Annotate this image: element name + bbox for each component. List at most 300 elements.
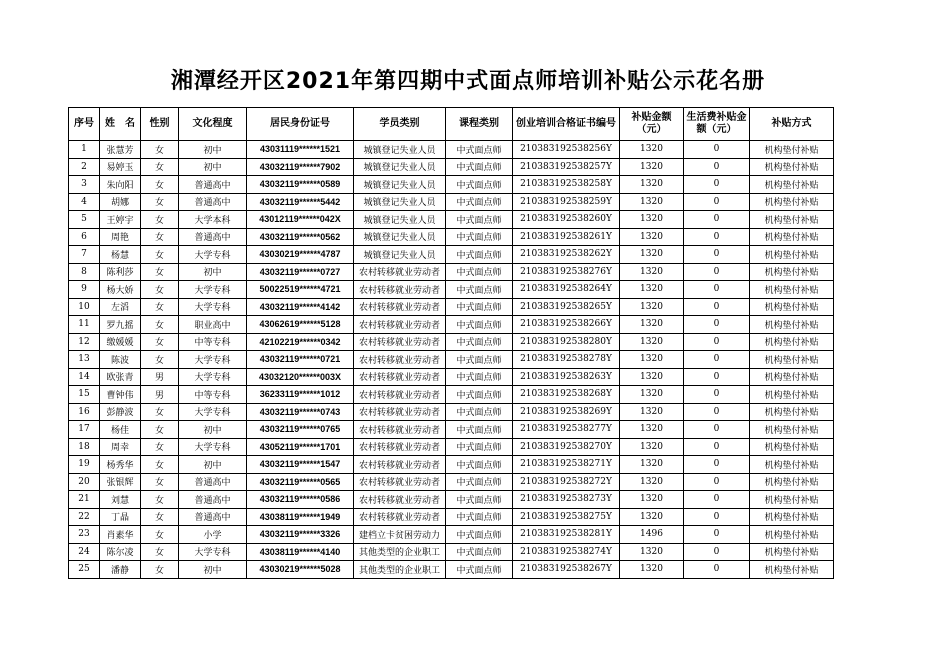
cell-trainee-category: 其他类型的企业职工	[354, 543, 446, 561]
cell-certificate-number: 210383192538269Y	[513, 403, 620, 421]
cell-education: 普通高中	[179, 491, 247, 509]
cell-id-number: 50022519******4721	[247, 281, 354, 299]
cell-id-number: 43032119******0727	[247, 263, 354, 281]
cell-education: 初中	[179, 141, 247, 159]
cell-id-number: 43032119******7902	[247, 158, 354, 176]
cell-living-subsidy: 0	[684, 386, 750, 404]
cell-subsidy-method: 机构垫付补贴	[750, 421, 834, 439]
table-row	[69, 333, 834, 351]
cell-name: 杨慧	[100, 246, 141, 264]
cell-id-number: 43030219******5028	[247, 561, 354, 579]
cell-subsidy-amount: 1320	[620, 298, 684, 316]
cell-gender: 女	[141, 158, 179, 176]
cell-subsidy-method: 机构垫付补贴	[750, 438, 834, 456]
cell-subsidy-amount: 1320	[620, 351, 684, 369]
cell-id-number: 43052119******1701	[247, 438, 354, 456]
cell-subsidy-amount: 1320	[620, 421, 684, 439]
cell-id-number: 43038119******1949	[247, 508, 354, 526]
cell-subsidy-method: 机构垫付补贴	[750, 246, 834, 264]
header-name: 姓 名	[100, 108, 141, 141]
cell-id-number: 43032119******1547	[247, 456, 354, 474]
cell-index: 7	[69, 246, 100, 264]
cell-subsidy-amount: 1320	[620, 491, 684, 509]
cell-gender: 男	[141, 386, 179, 404]
cell-name: 周幸	[100, 438, 141, 456]
cell-subsidy-method: 机构垫付补贴	[750, 403, 834, 421]
cell-subsidy-amount: 1320	[620, 508, 684, 526]
cell-subsidy-method: 机构垫付补贴	[750, 386, 834, 404]
cell-id-number: 43032119******0765	[247, 421, 354, 439]
cell-index: 13	[69, 351, 100, 369]
cell-education: 初中	[179, 263, 247, 281]
cell-living-subsidy: 0	[684, 141, 750, 159]
cell-name: 曹钟伟	[100, 386, 141, 404]
cell-gender: 女	[141, 228, 179, 246]
cell-subsidy-amount: 1320	[620, 473, 684, 491]
cell-subsidy-method: 机构垫付补贴	[750, 193, 834, 211]
cell-trainee-category: 农村转移就业劳动者	[354, 263, 446, 281]
cell-name: 周艳	[100, 228, 141, 246]
cell-course: 中式面点师	[446, 508, 513, 526]
cell-name: 罗九摇	[100, 316, 141, 334]
cell-trainee-category: 农村转移就业劳动者	[354, 508, 446, 526]
cell-subsidy-method: 机构垫付补贴	[750, 508, 834, 526]
cell-certificate-number: 210383192538274Y	[513, 543, 620, 561]
page-title: 湘潭经开区2021年第四期中式面点师培训补贴公示花名册	[170, 69, 766, 94]
cell-index: 8	[69, 263, 100, 281]
cell-id-number: 43062619******5128	[247, 316, 354, 334]
cell-id-number: 43012119******042X	[247, 211, 354, 229]
cell-course: 中式面点师	[446, 526, 513, 544]
cell-subsidy-method: 机构垫付补贴	[750, 491, 834, 509]
cell-gender: 女	[141, 456, 179, 474]
cell-trainee-category: 农村转移就业劳动者	[354, 403, 446, 421]
cell-subsidy-method: 机构垫付补贴	[750, 543, 834, 561]
cell-index: 3	[69, 176, 100, 194]
table-row	[69, 176, 834, 194]
cell-education: 小学	[179, 526, 247, 544]
table-row	[69, 351, 834, 369]
cell-gender: 女	[141, 543, 179, 561]
cell-id-number: 43032119******0743	[247, 403, 354, 421]
cell-name: 杨佳	[100, 421, 141, 439]
cell-education: 大学本科	[179, 211, 247, 229]
table-row	[69, 438, 834, 456]
cell-subsidy-method: 机构垫付补贴	[750, 158, 834, 176]
cell-subsidy-amount: 1320	[620, 246, 684, 264]
cell-course: 中式面点师	[446, 298, 513, 316]
cell-gender: 女	[141, 281, 179, 299]
cell-certificate-number: 210383192538273Y	[513, 491, 620, 509]
cell-id-number: 43032119******4142	[247, 298, 354, 316]
cell-subsidy-method: 机构垫付补贴	[750, 456, 834, 474]
cell-living-subsidy: 0	[684, 333, 750, 351]
cell-name: 欧张青	[100, 368, 141, 386]
cell-index: 5	[69, 211, 100, 229]
cell-gender: 女	[141, 193, 179, 211]
cell-id-number: 43031119******1521	[247, 141, 354, 159]
table-row	[69, 491, 834, 509]
cell-trainee-category: 农村转移就业劳动者	[354, 386, 446, 404]
cell-index: 20	[69, 473, 100, 491]
cell-gender: 女	[141, 526, 179, 544]
cell-subsidy-method: 机构垫付补贴	[750, 368, 834, 386]
cell-course: 中式面点师	[446, 228, 513, 246]
table-row	[69, 316, 834, 334]
cell-subsidy-method: 机构垫付补贴	[750, 333, 834, 351]
cell-subsidy-amount: 1320	[620, 368, 684, 386]
cell-living-subsidy: 0	[684, 211, 750, 229]
cell-trainee-category: 城镇登记失业人员	[354, 176, 446, 194]
cell-education: 大学专科	[179, 403, 247, 421]
cell-subsidy-method: 机构垫付补贴	[750, 316, 834, 334]
cell-subsidy-method: 机构垫付补贴	[750, 351, 834, 369]
cell-name: 丁晶	[100, 508, 141, 526]
cell-subsidy-amount: 1320	[620, 561, 684, 579]
table-row	[69, 298, 834, 316]
cell-course: 中式面点师	[446, 403, 513, 421]
cell-id-number: 43032119******5442	[247, 193, 354, 211]
table-row	[69, 473, 834, 491]
cell-course: 中式面点师	[446, 193, 513, 211]
cell-subsidy-method: 机构垫付补贴	[750, 281, 834, 299]
cell-index: 4	[69, 193, 100, 211]
cell-certificate-number: 210383192538277Y	[513, 421, 620, 439]
cell-id-number: 43038119******4140	[247, 543, 354, 561]
cell-living-subsidy: 0	[684, 316, 750, 334]
header-certificate-number: 创业培训合格证书编号	[513, 108, 620, 141]
cell-subsidy-method: 机构垫付补贴	[750, 526, 834, 544]
cell-id-number: 43032119******0562	[247, 228, 354, 246]
cell-name: 杨大娇	[100, 281, 141, 299]
cell-trainee-category: 城镇登记失业人员	[354, 141, 446, 159]
cell-certificate-number: 210383192538264Y	[513, 281, 620, 299]
cell-education: 大学专科	[179, 246, 247, 264]
cell-living-subsidy: 0	[684, 176, 750, 194]
cell-gender: 女	[141, 246, 179, 264]
cell-subsidy-method: 机构垫付补贴	[750, 473, 834, 491]
cell-certificate-number: 210383192538259Y	[513, 193, 620, 211]
roster-table	[68, 107, 834, 579]
cell-course: 中式面点师	[446, 158, 513, 176]
cell-certificate-number: 210383192538260Y	[513, 211, 620, 229]
cell-education: 普通高中	[179, 193, 247, 211]
cell-gender: 女	[141, 491, 179, 509]
cell-name: 刘慧	[100, 491, 141, 509]
cell-gender: 女	[141, 263, 179, 281]
cell-living-subsidy: 0	[684, 263, 750, 281]
cell-course: 中式面点师	[446, 456, 513, 474]
cell-course: 中式面点师	[446, 421, 513, 439]
cell-gender: 女	[141, 561, 179, 579]
cell-index: 1	[69, 141, 100, 159]
header-subsidy-amount: 补贴金额（元）	[620, 108, 684, 141]
cell-name: 杨秀华	[100, 456, 141, 474]
cell-trainee-category: 农村转移就业劳动者	[354, 368, 446, 386]
cell-course: 中式面点师	[446, 473, 513, 491]
table-row	[69, 508, 834, 526]
cell-subsidy-amount: 1320	[620, 176, 684, 194]
cell-subsidy-method: 机构垫付补贴	[750, 176, 834, 194]
cell-living-subsidy: 0	[684, 543, 750, 561]
cell-subsidy-method: 机构垫付补贴	[750, 141, 834, 159]
cell-gender: 女	[141, 176, 179, 194]
cell-education: 初中	[179, 158, 247, 176]
cell-index: 25	[69, 561, 100, 579]
cell-id-number: 43032119******0565	[247, 473, 354, 491]
cell-gender: 女	[141, 403, 179, 421]
cell-id-number: 42102219******0342	[247, 333, 354, 351]
cell-certificate-number: 210383192538278Y	[513, 351, 620, 369]
cell-education: 大学专科	[179, 351, 247, 369]
cell-course: 中式面点师	[446, 561, 513, 579]
cell-index: 24	[69, 543, 100, 561]
table-row	[69, 421, 834, 439]
cell-certificate-number: 210383192538276Y	[513, 263, 620, 281]
cell-living-subsidy: 0	[684, 561, 750, 579]
cell-gender: 女	[141, 316, 179, 334]
cell-living-subsidy: 0	[684, 473, 750, 491]
cell-id-number: 43032119******0721	[247, 351, 354, 369]
cell-certificate-number: 210383192538256Y	[513, 141, 620, 159]
cell-id-number: 36233119******1012	[247, 386, 354, 404]
cell-id-number: 43032120******003X	[247, 368, 354, 386]
cell-subsidy-amount: 1320	[620, 158, 684, 176]
cell-subsidy-amount: 1320	[620, 543, 684, 561]
cell-living-subsidy: 0	[684, 456, 750, 474]
cell-certificate-number: 210383192538258Y	[513, 176, 620, 194]
cell-education: 中等专科	[179, 333, 247, 351]
cell-course: 中式面点师	[446, 351, 513, 369]
cell-trainee-category: 农村转移就业劳动者	[354, 281, 446, 299]
cell-index: 12	[69, 333, 100, 351]
cell-course: 中式面点师	[446, 491, 513, 509]
cell-index: 19	[69, 456, 100, 474]
cell-trainee-category: 城镇登记失业人员	[354, 211, 446, 229]
cell-gender: 女	[141, 211, 179, 229]
cell-living-subsidy: 0	[684, 526, 750, 544]
header-id-number: 居民身份证号	[247, 108, 354, 141]
table-row	[69, 193, 834, 211]
cell-course: 中式面点师	[446, 316, 513, 334]
cell-gender: 女	[141, 351, 179, 369]
cell-certificate-number: 210383192538271Y	[513, 456, 620, 474]
header-living-subsidy: 生活费补贴金额（元）	[684, 108, 750, 141]
table-row	[69, 403, 834, 421]
cell-subsidy-method: 机构垫付补贴	[750, 561, 834, 579]
cell-living-subsidy: 0	[684, 158, 750, 176]
cell-index: 15	[69, 386, 100, 404]
cell-gender: 女	[141, 298, 179, 316]
cell-course: 中式面点师	[446, 543, 513, 561]
cell-gender: 女	[141, 508, 179, 526]
cell-subsidy-amount: 1320	[620, 333, 684, 351]
cell-certificate-number: 210383192538268Y	[513, 386, 620, 404]
cell-education: 初中	[179, 561, 247, 579]
cell-subsidy-amount: 1320	[620, 386, 684, 404]
cell-gender: 女	[141, 438, 179, 456]
cell-subsidy-amount: 1320	[620, 228, 684, 246]
cell-subsidy-amount: 1320	[620, 438, 684, 456]
cell-id-number: 43032119******3326	[247, 526, 354, 544]
cell-education: 普通高中	[179, 176, 247, 194]
cell-index: 2	[69, 158, 100, 176]
cell-course: 中式面点师	[446, 141, 513, 159]
cell-education: 大学专科	[179, 298, 247, 316]
cell-course: 中式面点师	[446, 368, 513, 386]
cell-course: 中式面点师	[446, 386, 513, 404]
cell-living-subsidy: 0	[684, 281, 750, 299]
cell-subsidy-amount: 1320	[620, 316, 684, 334]
cell-id-number: 43032119******0589	[247, 176, 354, 194]
cell-certificate-number: 210383192538280Y	[513, 333, 620, 351]
table-row	[69, 141, 834, 159]
cell-name: 陈利莎	[100, 263, 141, 281]
cell-trainee-category: 农村转移就业劳动者	[354, 351, 446, 369]
cell-course: 中式面点师	[446, 211, 513, 229]
cell-gender: 女	[141, 421, 179, 439]
header-subsidy-method: 补贴方式	[750, 108, 834, 141]
cell-index: 21	[69, 491, 100, 509]
cell-living-subsidy: 0	[684, 193, 750, 211]
cell-subsidy-method: 机构垫付补贴	[750, 263, 834, 281]
cell-name: 潘静	[100, 561, 141, 579]
cell-index: 22	[69, 508, 100, 526]
cell-living-subsidy: 0	[684, 351, 750, 369]
cell-living-subsidy: 0	[684, 508, 750, 526]
cell-course: 中式面点师	[446, 263, 513, 281]
cell-name: 陈波	[100, 351, 141, 369]
header-course: 课程类别	[446, 108, 513, 141]
cell-education: 大学专科	[179, 368, 247, 386]
cell-living-subsidy: 0	[684, 228, 750, 246]
table-body	[69, 141, 834, 579]
cell-trainee-category: 城镇登记失业人员	[354, 246, 446, 264]
cell-education: 普通高中	[179, 473, 247, 491]
cell-certificate-number: 210383192538281Y	[513, 526, 620, 544]
cell-name: 陈尔凌	[100, 543, 141, 561]
cell-id-number: 43030219******4787	[247, 246, 354, 264]
cell-trainee-category: 农村转移就业劳动者	[354, 333, 446, 351]
cell-subsidy-method: 机构垫付补贴	[750, 298, 834, 316]
table-header-row	[69, 108, 834, 141]
table-row	[69, 456, 834, 474]
cell-education: 初中	[179, 456, 247, 474]
cell-education: 中等专科	[179, 386, 247, 404]
cell-trainee-category: 其他类型的企业职工	[354, 561, 446, 579]
cell-certificate-number: 210383192538272Y	[513, 473, 620, 491]
cell-living-subsidy: 0	[684, 403, 750, 421]
cell-index: 18	[69, 438, 100, 456]
cell-trainee-category: 农村转移就业劳动者	[354, 456, 446, 474]
header-gender: 性别	[141, 108, 179, 141]
cell-name: 王婷宇	[100, 211, 141, 229]
cell-subsidy-amount: 1496	[620, 526, 684, 544]
cell-index: 6	[69, 228, 100, 246]
table-row	[69, 543, 834, 561]
cell-subsidy-method: 机构垫付补贴	[750, 211, 834, 229]
cell-education: 普通高中	[179, 228, 247, 246]
cell-trainee-category: 城镇登记失业人员	[354, 193, 446, 211]
cell-certificate-number: 210383192538261Y	[513, 228, 620, 246]
cell-trainee-category: 城镇登记失业人员	[354, 228, 446, 246]
cell-trainee-category: 农村转移就业劳动者	[354, 438, 446, 456]
header-trainee-category: 学员类别	[354, 108, 446, 141]
cell-name: 彭静波	[100, 403, 141, 421]
cell-education: 普通高中	[179, 508, 247, 526]
cell-certificate-number: 210383192538266Y	[513, 316, 620, 334]
header-index: 序号	[69, 108, 100, 141]
cell-certificate-number: 210383192538270Y	[513, 438, 620, 456]
cell-certificate-number: 210383192538262Y	[513, 246, 620, 264]
table-row	[69, 228, 834, 246]
table-row	[69, 246, 834, 264]
cell-subsidy-amount: 1320	[620, 281, 684, 299]
cell-living-subsidy: 0	[684, 421, 750, 439]
cell-name: 缴媛媛	[100, 333, 141, 351]
cell-living-subsidy: 0	[684, 298, 750, 316]
cell-name: 肖素华	[100, 526, 141, 544]
cell-subsidy-amount: 1320	[620, 193, 684, 211]
cell-education: 初中	[179, 421, 247, 439]
cell-gender: 男	[141, 368, 179, 386]
cell-index: 17	[69, 421, 100, 439]
cell-certificate-number: 210383192538257Y	[513, 158, 620, 176]
cell-course: 中式面点师	[446, 176, 513, 194]
cell-index: 9	[69, 281, 100, 299]
cell-certificate-number: 210383192538265Y	[513, 298, 620, 316]
cell-trainee-category: 城镇登记失业人员	[354, 158, 446, 176]
cell-trainee-category: 农村转移就业劳动者	[354, 298, 446, 316]
cell-trainee-category: 农村转移就业劳动者	[354, 421, 446, 439]
cell-education: 大学专科	[179, 438, 247, 456]
cell-gender: 女	[141, 141, 179, 159]
cell-index: 23	[69, 526, 100, 544]
cell-index: 10	[69, 298, 100, 316]
table-row	[69, 211, 834, 229]
cell-subsidy-amount: 1320	[620, 263, 684, 281]
cell-course: 中式面点师	[446, 333, 513, 351]
table-row	[69, 263, 834, 281]
cell-index: 11	[69, 316, 100, 334]
table-row	[69, 561, 834, 579]
cell-course: 中式面点师	[446, 281, 513, 299]
cell-name: 朱向阳	[100, 176, 141, 194]
cell-living-subsidy: 0	[684, 246, 750, 264]
table-row	[69, 526, 834, 544]
header-education: 文化程度	[179, 108, 247, 141]
table-row	[69, 386, 834, 404]
cell-id-number: 43032119******0586	[247, 491, 354, 509]
cell-living-subsidy: 0	[684, 438, 750, 456]
cell-subsidy-method: 机构垫付补贴	[750, 228, 834, 246]
cell-gender: 女	[141, 333, 179, 351]
cell-education: 大学专科	[179, 281, 247, 299]
cell-name: 易婷玉	[100, 158, 141, 176]
cell-index: 14	[69, 368, 100, 386]
cell-gender: 女	[141, 473, 179, 491]
cell-index: 16	[69, 403, 100, 421]
cell-trainee-category: 农村转移就业劳动者	[354, 473, 446, 491]
table-row	[69, 368, 834, 386]
cell-living-subsidy: 0	[684, 368, 750, 386]
cell-education: 职业高中	[179, 316, 247, 334]
cell-subsidy-amount: 1320	[620, 403, 684, 421]
cell-course: 中式面点师	[446, 246, 513, 264]
cell-name: 张慧芳	[100, 141, 141, 159]
cell-name: 左滔	[100, 298, 141, 316]
cell-trainee-category: 建档立卡贫困劳动力	[354, 526, 446, 544]
